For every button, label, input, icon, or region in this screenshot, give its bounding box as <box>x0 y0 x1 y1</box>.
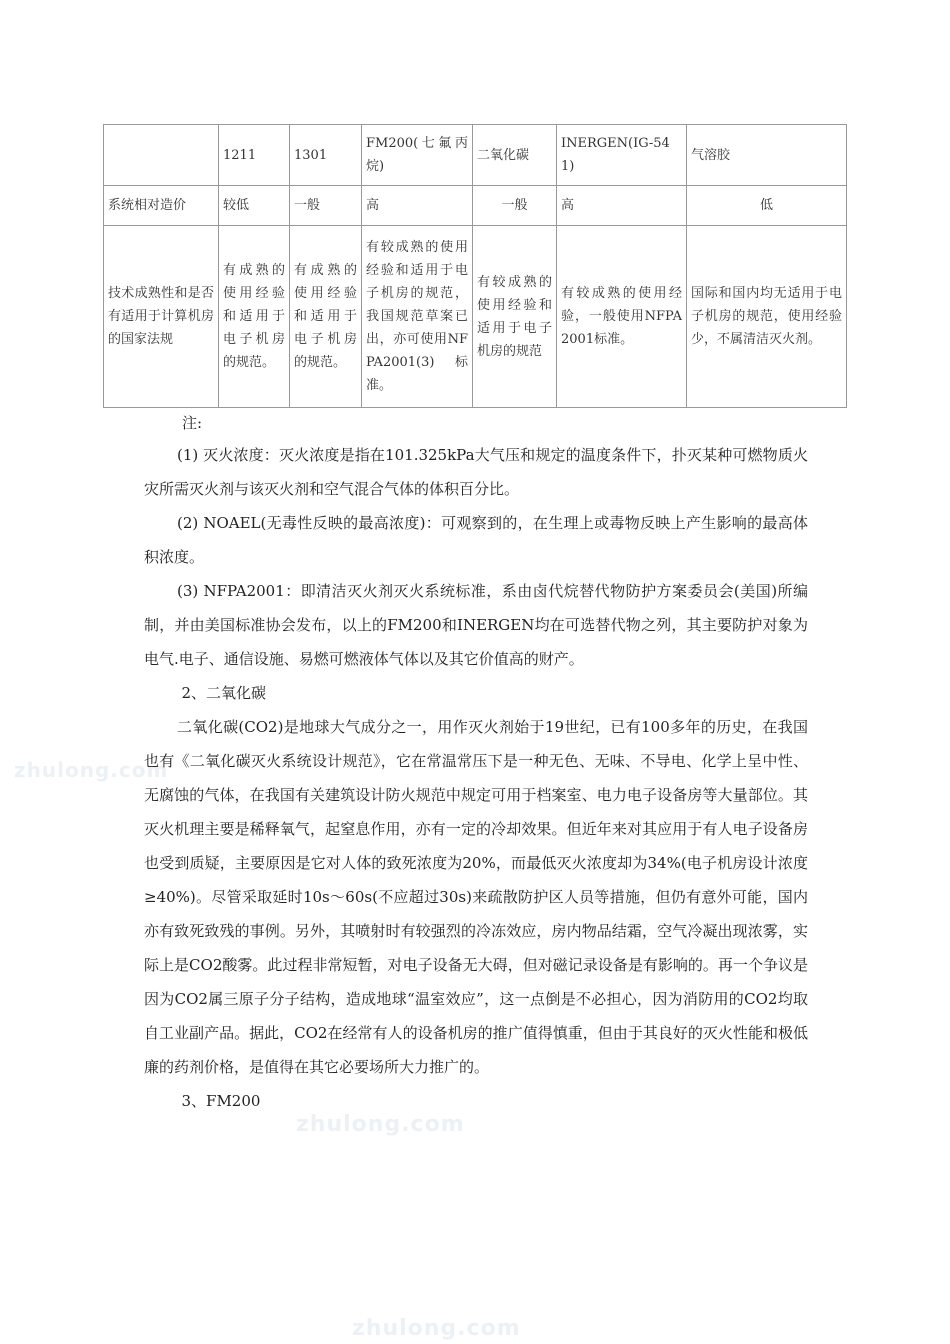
extinguishing-agent-comparison-table <box>103 124 847 408</box>
table-header-row <box>104 125 847 186</box>
note-item: (2) NOAEL(无毒性反映的最高浓度)：可观察到的，在生理上或毒物反映上产生影响的最高体积浓度。 <box>144 514 808 566</box>
table-row <box>104 186 847 226</box>
table-header-cell: INERGEN(IG-541) <box>557 125 687 186</box>
table-row-label: 技术成熟性和是否有适用于计算机房的国家法规 <box>104 226 219 408</box>
section-body-co2: 二氧化碳(CO2)是地球大气成分之一，用作灭火剂始于19世纪，已有100多年的历史，在我国也有《二氧化碳灭火系统设计规范》，它在常温常压下是一种无色、无味、不导电、化学上呈中性、无腐蚀的气体，在我国有关建筑设计防火规范中规定可用于档案室、电力电子设备房等大量部位。其灭火机理主要是稀释氧气，起窒息作用，亦有一定的冷却效果。但近年来对其应用于有人电子设备房也受到质疑，主要原因是它对人体的致死浓度为20%，而最低灭火浓度却为34%(电子机房设计浓度≥40%)。尽管采取延时10s～60s(不应超过30s)来疏散防护区人员等措施，但仍有意外可能，国内亦有致死致残的事例。另外，其喷射时有较强烈的冷冻效应，房内物品结霜，空气冷凝出现浓雾，实际上是CO2酸雾。此过程非常短暂，对电子设备无大碍，但对磁记录设备是有影响的。再一个争议是因为CO2属三原子分子结构，造成地球“温室效应”，这一点倒是不必担心，因为消防用的CO2均取自工业副产品。据此，CO2在经常有人的设备机房的推广值得慎重，但由于其良好的灭火性能和极低廉的药剂价格，是值得在其它必要场所大力推广的。 <box>144 718 808 1076</box>
table-row-label: 系统相对造价 <box>104 186 219 226</box>
table-cell: 低 <box>687 186 847 226</box>
table-header-cell: 1211 <box>219 125 290 186</box>
section-heading-co2: 2、二氧化碳 <box>181 684 267 702</box>
note-item: (1) 灭火浓度：灭火浓度是指在101.325kPa大气压和规定的温度条件下，扑灭某种可燃物质火灾所需灭火剂与该灭火剂和空气混合气体的体积百分比。 <box>144 446 808 498</box>
table-cell: 有成熟的使用经验和适用于电子机房的规范。 <box>219 226 290 408</box>
table-header-cell: 1301 <box>290 125 362 186</box>
table-cell <box>104 125 219 186</box>
table-row <box>104 226 847 408</box>
watermark-bottom: zhulong.com <box>352 1316 521 1341</box>
table-cell: 高 <box>557 186 687 226</box>
notes-section <box>144 438 808 1118</box>
notes-label: 注: <box>182 414 203 432</box>
table-cell: 国际和国内均无适用于电子机房的规范，使用经验少，不属清洁灭火剂。 <box>687 226 847 408</box>
table-cell: 高 <box>362 186 473 226</box>
section-heading-fm200: 3、FM200 <box>181 1092 261 1110</box>
table-header-cell: FM200(七氟丙烷) <box>362 125 473 186</box>
table-cell: 一般 <box>473 186 557 226</box>
watermark-middle: zhulong.com <box>296 1112 465 1137</box>
table-header-cell: 二氧化碳 <box>473 125 557 186</box>
table-cell: 一般 <box>290 186 362 226</box>
table-header-cell: 气溶胶 <box>687 125 847 186</box>
table-cell: 有较成熟的使用经验和适用于电子机房的规范，我国规范草案已出，亦可使用NFPA2001(3)标准。 <box>362 226 473 408</box>
watermark-left: zhulong.com <box>14 758 169 782</box>
note-item: (3) NFPA2001：即清洁灭火剂灭火系统标准，系由卤代烷替代物防护方案委员会(美国)所编制，并由美国标准协会发布，以上的FM200和INERGEN均在可选替代物之列，其主要防护对象为电气.电子、通信设施、易燃可燃液体气体以及其它价值高的财产。 <box>144 582 808 668</box>
table-cell: 有较成熟的使用经验，一般使用NFPA2001标准。 <box>557 226 687 408</box>
table-cell: 较低 <box>219 186 290 226</box>
table-cell: 有较成熟的使用经验和适用于电子机房的规范 <box>473 226 557 408</box>
table-cell: 有成熟的使用经验和适用于电子机房的规范。 <box>290 226 362 408</box>
